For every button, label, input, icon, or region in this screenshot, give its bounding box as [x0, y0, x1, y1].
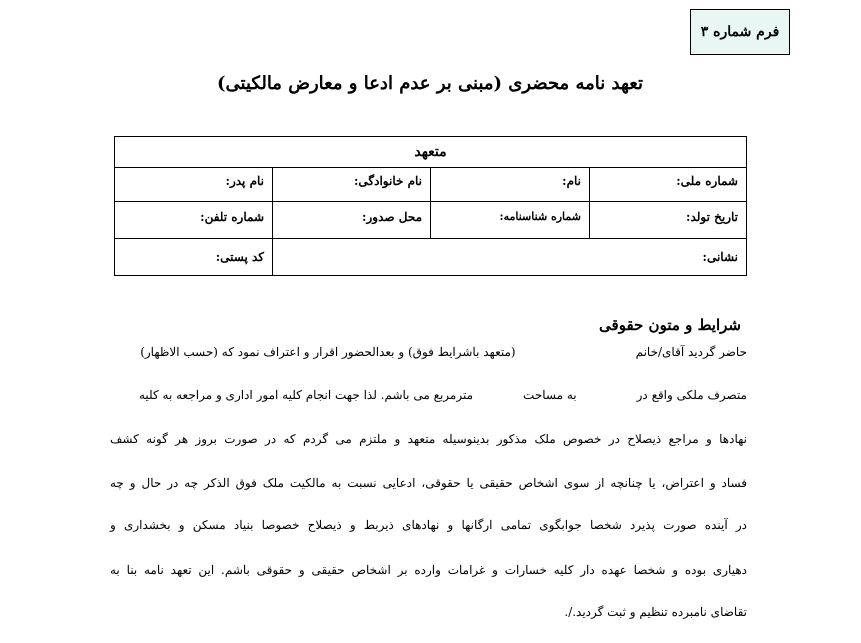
text-line-5: در آینده صورت پذیرد شخصا جوابگوی تمامی ارگانها و نهادهای ذیربط و ذیصلاح خصوصا بنیاد مسکن و بخشداری و	[110, 518, 747, 532]
text-line-6: دهیاری بوده و شخصا عهده دار کلیه خسارات و غرامات وارده بر اشخاص حقیقی و حقوقی باشم. این تعهد نامه بنا به	[110, 563, 747, 577]
obligor-info-table	[114, 136, 747, 276]
id-card-number-label: شماره شناسنامه:	[431, 202, 590, 239]
father-name-label: نام پدر:	[115, 168, 273, 202]
text-segment: (متعهد باشرایط فوق) و بعدالحضور اقرار و اعتراف نمود که (حسب الاظهار)	[140, 345, 516, 359]
text-line-7: تقاضای نامبرده تنظیم و ثبت گردید./.	[564, 605, 747, 619]
text-segment: به مساحت	[523, 388, 577, 402]
text-line-1	[110, 345, 747, 359]
birth-date-label: تاریخ تولد:	[590, 202, 747, 239]
section-title: شرایط و متون حقوقی	[599, 316, 741, 334]
text-line-2	[110, 388, 747, 402]
text-line-4: فساد و اعتراض، یا چنانچه از سوی اشخاص حقیقی یا حقوقی، ادعایی نسبت به مالکیت ملک فوق الذکر چه در حال و چه	[110, 476, 747, 490]
phone-number-label: شماره تلفن:	[115, 202, 273, 239]
text-segment: متصرف ملکی واقع در	[636, 388, 747, 402]
last-name-label: نام خانوادگی:	[273, 168, 431, 202]
address-label: نشانی:	[273, 239, 747, 276]
document-title: تعهد نامه محضری (مبنی بر عدم ادعا و معارض مالکیتی)	[217, 73, 643, 94]
text-segment: مترمربع می باشم. لذا جهت انجام کلیه امور اداری و مراجعه به کلیه	[138, 388, 474, 402]
postal-code-label: کد پستی:	[115, 239, 273, 276]
text-line-3: نهادها و مراجع ذیصلاح در خصوص ملک مذکور بدینوسیله متعهد و ملتزم می گردم که در صورت بروز هر گونه کشف	[110, 432, 747, 446]
first-name-label: نام:	[431, 168, 590, 202]
issue-place-label: محل صدور:	[273, 202, 431, 239]
national-id-label: شماره ملی:	[590, 168, 747, 202]
text-segment: حاضر گردید آقای/خانم	[635, 345, 747, 359]
form-number-badge: فرم شماره ۳	[690, 9, 790, 55]
table-row	[115, 202, 747, 239]
table-row	[115, 239, 747, 276]
table-header: متعهد	[115, 137, 747, 168]
table-row	[115, 168, 747, 202]
